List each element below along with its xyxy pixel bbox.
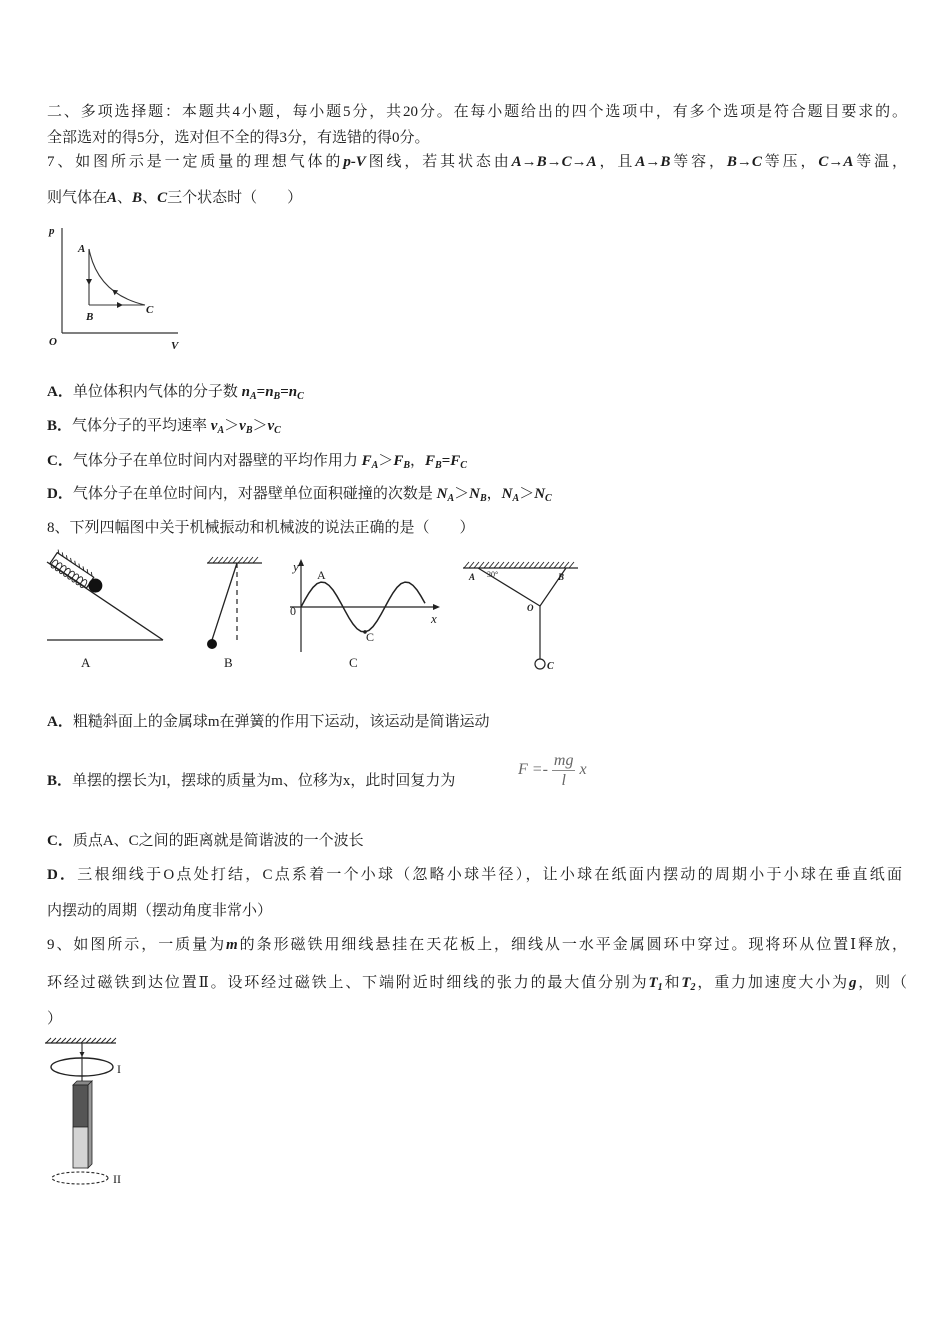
vibration-figures <box>40 550 585 675</box>
text-run: 单摆的摆长为l，摆球的质量为m、位移为x，此时回复力为 <box>72 773 456 789</box>
option-label: D． <box>47 486 73 502</box>
formula-numerator: mg <box>553 751 574 769</box>
subscript: B <box>479 493 487 504</box>
option-label: A． <box>47 714 73 730</box>
subscript: 2 <box>690 982 696 993</box>
section-header-line-2 <box>47 127 907 149</box>
text-run: 则气体在 <box>47 190 108 206</box>
subscript: C <box>460 460 467 471</box>
formula-lhs: F =- <box>518 761 548 778</box>
math-symbol: N <box>469 486 480 502</box>
math-symbol: A→B <box>635 154 671 170</box>
subscript: A <box>249 391 257 402</box>
option-text <box>73 833 364 849</box>
q9-stem-line-3 <box>47 1008 907 1030</box>
magnet-side-face <box>88 1081 92 1168</box>
wave-point-c-label: C <box>366 630 375 644</box>
text-run: ＞ <box>519 486 535 502</box>
knot-c-label: C <box>547 661 554 672</box>
option-text <box>73 384 304 400</box>
q8-option-d-line-1 <box>47 864 902 886</box>
q9-stem-line-1 <box>47 934 907 956</box>
knot-o-label: O <box>527 603 534 613</box>
option-label: B． <box>47 773 73 789</box>
arrow-up-icon <box>298 559 304 566</box>
caption-a: A <box>81 655 91 670</box>
text-run: 图线，若其状态由 <box>365 154 512 170</box>
math-symbol: A <box>107 190 118 206</box>
text-run: 内摆动的周期（摆动角度非常小） <box>47 903 273 919</box>
text-run: ＞ <box>378 453 394 469</box>
arrow-up-left-icon <box>112 290 118 295</box>
math-symbol: = <box>256 384 266 400</box>
origin-label: O <box>49 336 57 348</box>
option-text <box>73 453 467 469</box>
text-run: 等温， <box>853 154 907 170</box>
text-run: 、 <box>117 190 133 206</box>
ceiling-hatch <box>464 562 574 568</box>
math-symbol: F <box>393 453 404 469</box>
math-symbol: n <box>265 384 274 400</box>
text-run: ） <box>47 1011 63 1027</box>
pendulum-figure <box>207 557 262 670</box>
incline-figure <box>47 550 163 670</box>
section-header-line-1 <box>47 101 907 123</box>
subscript: A <box>447 493 455 504</box>
spring-assembly <box>48 550 106 598</box>
isotherm-curve-ca <box>89 249 145 305</box>
knot-angle-label: 30° <box>487 570 499 579</box>
ceiling-hatch <box>208 557 258 563</box>
caption-c: C <box>349 655 358 670</box>
subscript: A <box>217 425 225 436</box>
magnet-ring-figure <box>40 1030 140 1190</box>
text-run: ， <box>410 453 426 469</box>
math-symbol: = <box>280 384 289 400</box>
option-text <box>72 773 455 789</box>
caption-b: B <box>224 655 233 670</box>
q7-stem-line-2 <box>47 187 907 209</box>
knot-b-label: B <box>558 572 565 582</box>
text-run: 粗糙斜面上的金属球m在弹簧的作用下运动，该运动是简谐运动 <box>72 714 490 730</box>
position-1-label: I <box>117 1062 121 1076</box>
q7-option-b <box>47 415 907 437</box>
option-text <box>72 418 281 434</box>
text-run: 环经过磁铁到达位置Ⅱ。设环经过磁铁上、下端附近时细线的张力的最大值分别为 <box>47 975 649 991</box>
subscript: 1 <box>657 982 663 993</box>
math-symbol: T <box>648 975 658 991</box>
math-symbol: T <box>681 975 691 991</box>
text-run: 的条形磁铁用细线悬挂在天花板上，细线从一水平金属圆环中穿过。现将环从位置Ⅰ释放， <box>237 937 907 953</box>
subscript: C <box>297 391 304 402</box>
restoring-force-formula <box>518 747 587 793</box>
metal-ball <box>86 576 105 595</box>
magnet-north-half <box>73 1085 88 1127</box>
wave-figure <box>290 559 440 670</box>
math-symbol: F <box>361 453 372 469</box>
option-label: A． <box>47 384 73 400</box>
math-symbol: v <box>239 418 246 434</box>
math-symbol: g <box>848 975 857 991</box>
text-run: ，且 <box>596 154 636 170</box>
q7-option-d <box>47 483 907 505</box>
text-run: ，重力加速度大小为 <box>695 975 849 991</box>
math-symbol: F <box>450 453 461 469</box>
q8-option-c <box>47 830 907 852</box>
text-run: 等容， <box>670 154 727 170</box>
q8-option-a <box>47 711 907 733</box>
subscript: B <box>435 460 442 471</box>
math-symbol: n <box>288 384 298 400</box>
point-a-label: A <box>78 243 86 255</box>
math-symbol: m <box>226 937 238 953</box>
pv-diagram <box>40 215 190 355</box>
knot-figure <box>463 562 578 672</box>
subscript: B <box>273 391 281 402</box>
formula-denominator: l <box>561 771 566 789</box>
wave-point-a-label: A <box>317 568 326 582</box>
text-run: 、 <box>142 190 158 206</box>
pendulum-string <box>212 563 237 640</box>
formula-fraction <box>552 751 576 790</box>
option-label: D． <box>47 867 78 883</box>
p-axis-label: p <box>49 225 55 237</box>
position-2-label: II <box>113 1172 121 1186</box>
magnet-south-half <box>73 1127 88 1168</box>
text-run: 气体分子在单位时间内，对器壁单位面积碰撞的次数是 <box>72 486 437 502</box>
q8-option-d-line-2 <box>47 900 907 922</box>
text-run: ，则（ <box>856 975 907 991</box>
math-symbol: N <box>436 486 448 502</box>
option-label: C． <box>47 833 73 849</box>
math-symbol: N <box>501 486 513 502</box>
math-symbol: A→B→C→A <box>511 154 597 170</box>
arrow-right-icon <box>117 302 123 308</box>
math-symbol: p-V <box>343 154 366 170</box>
text-run: 7、如图所示是一定质量的理想气体的 <box>47 154 344 170</box>
q9-stem-line-2 <box>47 972 907 994</box>
q8-option-b <box>47 770 517 792</box>
v-axis-label: V <box>171 340 179 352</box>
text-run: ， <box>486 486 502 502</box>
math-symbol: n <box>241 384 250 400</box>
text-run: ＞ <box>454 486 470 502</box>
math-symbol: C→A <box>818 154 854 170</box>
arrow-down-icon <box>86 279 92 285</box>
text-run: 9、如图所示，一质量为 <box>47 937 227 953</box>
option-label: B． <box>47 418 73 434</box>
subscript: C <box>545 493 552 504</box>
knot-a-label: A <box>469 572 476 582</box>
ceiling-hatch <box>46 1038 116 1043</box>
text-run: ＞ <box>224 418 240 434</box>
wave-y-label: y <box>293 559 299 574</box>
formula-variable: x <box>579 761 587 778</box>
subscript: B <box>245 425 253 436</box>
option-text <box>73 714 490 730</box>
text-run: 8、下列四幅图中关于机械振动和机械波的说法正确的是（ ） <box>47 520 475 536</box>
subscript: A <box>371 460 379 471</box>
q7-option-a <box>47 381 907 403</box>
text-run: 质点A、C之间的距离就是简谐波的一个波长 <box>72 833 364 849</box>
text-run: ＞ <box>252 418 268 434</box>
text-run: 和 <box>662 975 682 991</box>
math-symbol: v <box>210 418 218 434</box>
math-symbol: F <box>425 453 436 469</box>
math-symbol: v <box>267 418 275 434</box>
option-text <box>77 867 902 883</box>
wave-x-label: x <box>431 611 437 626</box>
text-run: 气体分子在单位时间内对器壁的平均作用力 <box>72 453 362 469</box>
point-b-label: B <box>86 311 94 323</box>
text-run: 三根细线于O点处打结，C点系着一个小球（忽略小球半径），让小球在纸面内摆动的周期小于小球在垂直纸面 <box>77 867 902 883</box>
text-run: 等压， <box>761 154 819 170</box>
option-text <box>73 486 552 502</box>
subscript: B <box>403 460 410 471</box>
q8-stem <box>47 517 907 539</box>
math-symbol: N <box>534 486 546 502</box>
arrow-right-icon <box>433 604 440 610</box>
math-symbol: = <box>441 453 451 469</box>
math-symbol: C <box>157 190 168 206</box>
text-run: 气体分子的平均速率 <box>72 418 211 434</box>
subscript: A <box>512 493 520 504</box>
text-run: 二、多项选择题：本题共4小题，每小题5分，共20分。在每小题给出的四个选项中，有多个选项是符合题目要求的。 <box>47 104 907 120</box>
arrow-down-icon <box>80 1052 85 1057</box>
small-ball <box>535 659 545 669</box>
point-c-label: C <box>146 304 154 316</box>
pendulum-bob <box>207 639 217 649</box>
text-run: 单位体积内气体的分子数 <box>72 384 242 400</box>
math-symbol: B <box>132 190 143 206</box>
math-symbol: B→C <box>726 154 762 170</box>
option-label: C． <box>47 453 73 469</box>
wave-origin-label: 0 <box>290 604 296 618</box>
subscript: C <box>274 425 281 436</box>
text-run: 全部选对的得5分，选对但不全的得3分，有选错的得0分。 <box>47 130 430 146</box>
q7-option-c <box>47 450 907 472</box>
metal-ring-position-2 <box>52 1172 108 1184</box>
q7-stem-line-1 <box>47 151 907 173</box>
text-run: 三个状态时（ ） <box>167 190 303 206</box>
spring-coils <box>50 559 88 589</box>
